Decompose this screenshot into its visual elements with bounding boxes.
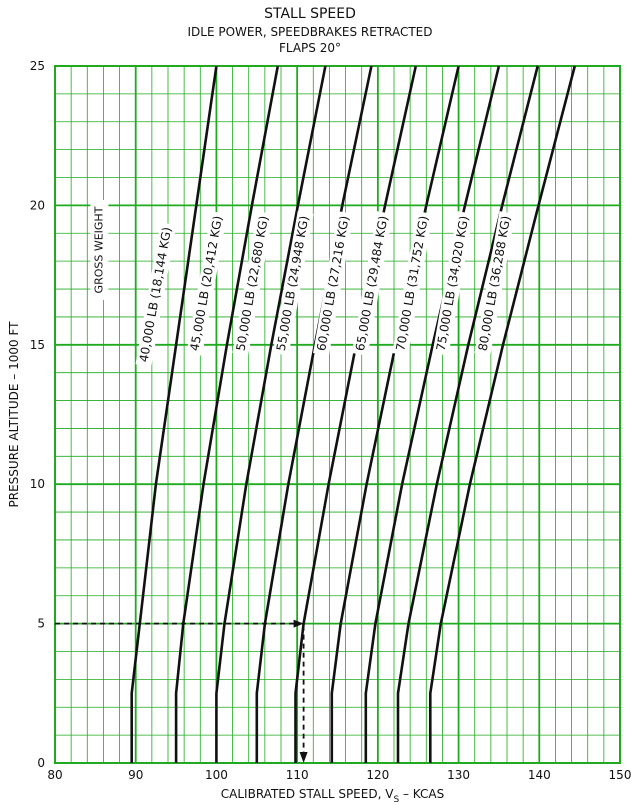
y-tick-label: 25: [29, 59, 45, 73]
gross-weight-label: GROSS WEIGHT: [92, 206, 106, 294]
x-tick-label: 80: [47, 768, 63, 782]
x-tick-label: 120: [366, 768, 390, 782]
series-line: [132, 66, 217, 763]
x-tick-label: 130: [447, 768, 471, 782]
x-tick-label: 110: [285, 768, 309, 782]
x-axis-label-subscript: S: [393, 795, 400, 805]
y-tick-label: 10: [29, 477, 45, 492]
x-axis-label-main: CALIBRATED STALL SPEED, V: [220, 787, 394, 801]
y-tick-label: 5: [37, 616, 45, 631]
series-label: 45,000 LB (20,412 KG): [187, 214, 226, 352]
chart-subtitle-flaps: FLAPS 20°: [278, 41, 341, 55]
y-tick-label: 0: [37, 756, 45, 770]
chart-title: STALL SPEED: [264, 6, 356, 22]
series-label: 55,000 LB (24,948 KG): [273, 214, 312, 352]
series-line: [398, 66, 538, 763]
y-tick-label: 20: [29, 198, 45, 213]
series-line: [257, 66, 372, 763]
series-label-group: [433, 211, 474, 356]
x-tick-label: 100: [204, 768, 228, 782]
x-tick-label: 90: [128, 768, 144, 782]
series-label: 80,000 LB (36,288 KG): [475, 214, 514, 352]
series-label-group: [392, 211, 433, 356]
series-label: 40,000 LB (18,144 KG): [136, 225, 175, 364]
series-label-group: [313, 211, 354, 356]
series-label: 75,000 LB (34,020 KG): [433, 214, 472, 352]
x-tick-label: 150: [608, 768, 632, 782]
x-axis-label-units: – KCAS: [399, 787, 445, 801]
x-tick-label: 140: [527, 768, 551, 782]
chart-subtitle-conditions: IDLE POWER, SPEEDBRAKES RETRACTED: [187, 25, 433, 39]
series-line: [366, 66, 499, 763]
y-axis-label: PRESSURE ALTITUDE – 1000 FT: [7, 321, 21, 508]
series-label: 60,000 LB (27,216 KG): [314, 214, 352, 352]
x-axis-label: [221, 787, 444, 805]
y-tick-label: 15: [29, 337, 45, 352]
series-label: 70,000 LB (31,752 KG): [393, 214, 431, 352]
series-label: 65,000 LB (29,484 KG): [352, 214, 391, 352]
series-line: [176, 66, 278, 763]
series-label: 50,000 LB (22,680 KG): [233, 214, 272, 352]
series-label-group: [352, 211, 393, 356]
example-arrow-down: [300, 752, 308, 763]
